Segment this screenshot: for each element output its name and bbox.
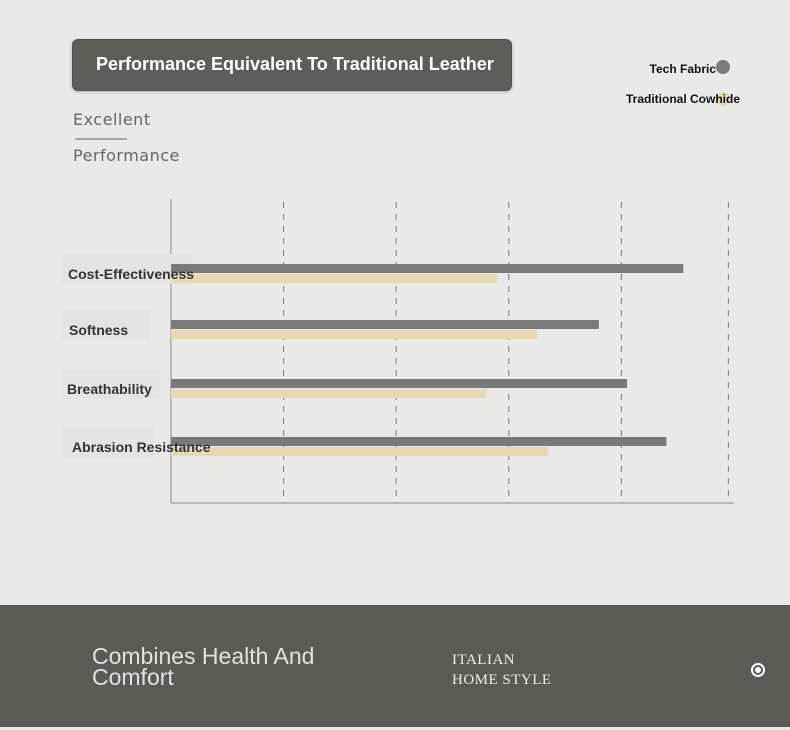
bar-traditional-cowhide	[171, 330, 537, 339]
bar-tech-fabric	[171, 379, 627, 388]
bar-traditional-cowhide	[171, 389, 486, 398]
footer-brand-line-2: HOME STYLE	[452, 672, 552, 688]
category-label: Cost-Effectiveness	[68, 266, 195, 282]
subtitle-line-2: Performance	[73, 146, 180, 165]
footer-brand-line-1: ITALIAN	[452, 652, 516, 668]
footer-title-line-1: Combines Health And	[92, 643, 315, 669]
bar-tech-fabric	[171, 264, 683, 273]
footer-title-line-2: Comfort	[92, 664, 174, 690]
bar-tech-fabric	[171, 437, 666, 446]
bar-traditional-cowhide	[171, 447, 548, 456]
bar-traditional-cowhide	[171, 274, 498, 283]
subtitle-line-1: Excellent	[73, 110, 151, 129]
category-label: Breathability	[67, 381, 152, 397]
legend-label: Tech Fabric	[649, 62, 716, 76]
bar-tech-fabric	[171, 320, 599, 329]
chart-title: Performance Equivalent To Traditional Leather	[96, 54, 494, 74]
footer-brand	[452, 650, 552, 690]
legend-label: Traditional Cowhide	[625, 92, 740, 106]
category-label: Abrasion Resistance	[72, 439, 211, 455]
radio-icon[interactable]	[751, 663, 765, 677]
footer-title	[92, 643, 315, 690]
footer-band	[0, 605, 790, 727]
category-label: Softness	[69, 322, 129, 338]
